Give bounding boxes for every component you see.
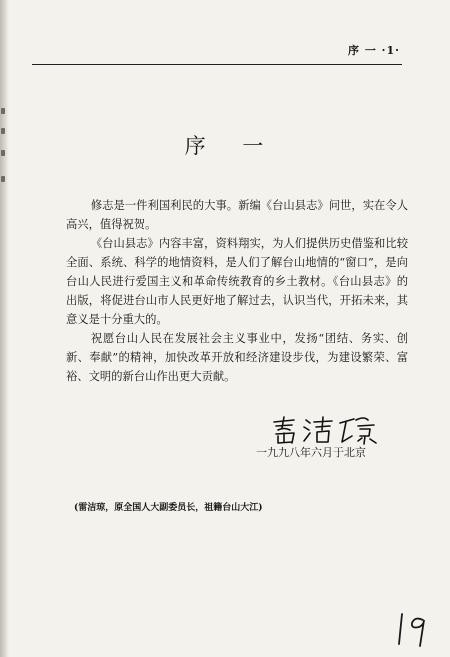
paragraph: 祝愿台山人民在发展社会主义事业中，发扬“团结、务实、创新、奉献”的精神，加快改革开放和经济建设步伐，为建设繁荣、富裕、文明的新台山作出更大贡献。	[66, 332, 408, 383]
paragraph: 《台山县志》内容丰富，资料翔实，为人们提供历史借鉴和比较全面、系统、科学的地情资料，是人们了解台山地情的“窗口”，是向台山人民进行爱国主义和革命传统教育的乡土教材。《台山县志》的出版，将促进台山市人民更好地了解过去，认识当代，开拓未来，其意义是十分重大的。	[66, 237, 408, 326]
signature-drawing	[270, 414, 380, 446]
page-title: 序 一	[184, 134, 266, 158]
running-header: 序 一 ·1·	[348, 44, 400, 57]
scan-artifact	[1, 176, 5, 182]
handwritten-signature	[270, 414, 380, 446]
author-footnote: (雷洁琼，原全国人大副委员长，祖籍台山大江)	[74, 503, 263, 513]
scan-edge	[0, 0, 9, 657]
handwritten-page-number	[393, 610, 433, 648]
page-number-drawing	[393, 610, 433, 648]
header-rule	[32, 64, 402, 65]
date-line: 一九九八年六月于北京	[256, 446, 366, 459]
scan-artifact	[1, 108, 5, 114]
paragraph: 修志是一件利国利民的大事。新编《台山县志》问世，实在令人高兴，值得祝贺。	[66, 199, 408, 231]
preface-body	[66, 196, 408, 386]
